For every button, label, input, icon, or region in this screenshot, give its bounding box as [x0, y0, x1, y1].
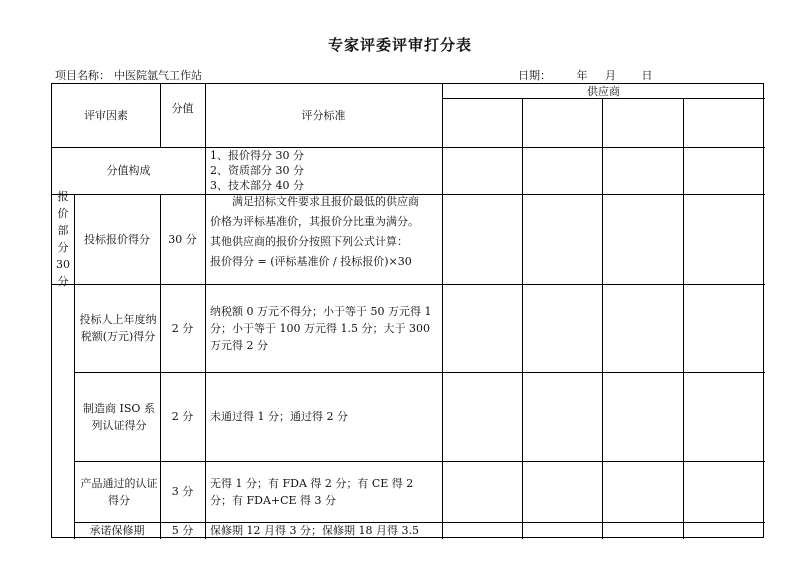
price-std-line-4: 报价得分 = (评标基准价 / 投标报价)×30 [210, 255, 412, 268]
iso-factor: 制造商 ISO 系列认证得分 [83, 401, 155, 432]
price-group-label: 报 价 部 分 30 分 [56, 190, 70, 288]
project-label: 项目名称： [55, 69, 110, 82]
tax-standard: 纳税额 0 万元不得分；小于等于 50 万元得 1 分；小于等于 100 万元得 1.5 分；大于 300 万元得 2 分 [210, 304, 432, 352]
iso-standard: 未通过得 1 分；通过得 2 分 [210, 410, 348, 423]
page-title: 专家评委评审打分表 [327, 36, 472, 54]
date-month: 月 [605, 69, 616, 82]
header-standard: 评分标准 [301, 109, 346, 122]
price-score: 30 分 [168, 232, 197, 246]
cert-factor: 产品通过的认证得分 [80, 476, 158, 507]
date-label: 日期： [518, 69, 551, 82]
tax-score: 2 分 [171, 321, 194, 335]
date-day: 日 [641, 69, 653, 82]
warranty-score: 5 分 [171, 524, 194, 537]
tax-factor: 投标人上年度纳税额(万元)得分 [79, 313, 157, 343]
header-score: 分值 [171, 101, 194, 115]
date-line [518, 67, 653, 83]
composition-label: 分值构成 [106, 164, 151, 177]
price-std-line-3: 其他供应商的报价分按照下列公式计算： [210, 235, 408, 248]
cert-standard: 无得 1 分；有 FDA 得 2 分；有 CE 得 2 分；有 FDA+CE 得 3 分 [210, 476, 414, 507]
price-std-line-1: 满足招标文件要求且报价最低的供应商 [232, 195, 419, 208]
date-year: 年 [576, 69, 588, 82]
composition-line-3: 3、技术部分 40 分 [210, 179, 304, 192]
header-supplier: 供应商 [587, 84, 620, 98]
header-factor: 评审因素 [84, 109, 128, 122]
project-name: 中医院氩气工作站 [114, 69, 202, 82]
composition-line-2: 2、资质部分 30 分 [210, 164, 304, 177]
warranty-factor: 承诺保修期 [89, 524, 145, 537]
composition-line-1: 1、报价得分 30 分 [210, 149, 304, 162]
price-std-line-2: 价格为评标基准价，其报价分比重为满分。 [210, 215, 419, 228]
composition-lines [210, 147, 440, 194]
cert-score: 3 分 [171, 485, 194, 498]
warranty-standard: 保修期 12 月得 3 分；保修期 18 月得 3.5 [210, 524, 419, 537]
project-line [55, 67, 202, 83]
price-factor: 投标报价得分 [84, 232, 150, 246]
iso-score: 2 分 [171, 410, 194, 423]
price-standard [210, 194, 440, 284]
score-table [51, 83, 764, 538]
